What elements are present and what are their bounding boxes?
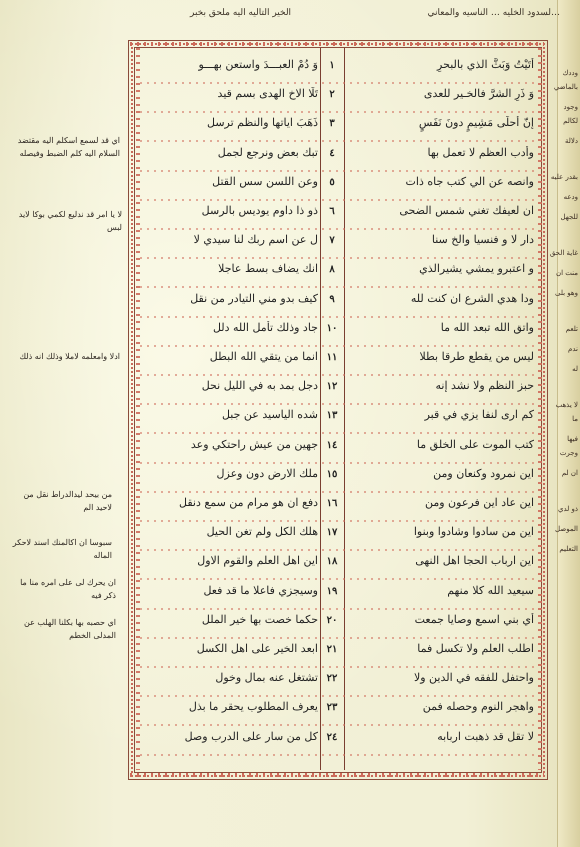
verse-hemistich-left: دجل بمد به في الليل نحل bbox=[201, 379, 318, 393]
verse-row bbox=[136, 144, 538, 169]
verse-row bbox=[136, 114, 538, 139]
verse-row bbox=[136, 56, 538, 81]
margin-note-6: ان يحرك لى على امره منا ما ذكر فيه bbox=[20, 578, 116, 600]
row-separator bbox=[140, 199, 536, 201]
row-separator bbox=[140, 374, 536, 376]
margin-note-3: ادلا وامعلمه لاملا وذلك انه ذلك bbox=[19, 352, 120, 361]
verse-number: ٢٠ bbox=[326, 614, 338, 626]
verse-hemistich-left: يعرف المطلوب يحقر ما بذل bbox=[188, 700, 318, 714]
verse-hemistich-left: ابعد الخير على اهل الكسل bbox=[196, 642, 318, 655]
verse-hemistich-right: واتق الله تبعد الله ما bbox=[440, 320, 534, 334]
verse-row bbox=[136, 436, 538, 461]
right-margin-note: الموصل bbox=[555, 525, 578, 533]
verse-hemistich-right: واحتفل للفقه في الدين ولا bbox=[413, 671, 534, 685]
right-margin-note: ان لم bbox=[561, 469, 578, 477]
verse-row bbox=[136, 231, 538, 256]
verse-hemistich-left: كل من سار على الدرب وصل bbox=[184, 729, 318, 743]
verse-hemistich-right: ليس من يقطع طرقا بطلا bbox=[419, 350, 534, 363]
right-margin-notes bbox=[548, 66, 578, 578]
right-margin-note: التعليم bbox=[559, 545, 578, 553]
verse-number: ١٩ bbox=[326, 585, 338, 597]
verse-row bbox=[136, 728, 538, 753]
verse-number: ٢ bbox=[329, 89, 335, 101]
verse-number: ١ bbox=[329, 60, 335, 71]
verse-number: ٣ bbox=[329, 118, 335, 130]
verse-number: ١٥ bbox=[326, 468, 338, 480]
row-separator bbox=[140, 520, 536, 522]
top-dotted-border bbox=[130, 42, 544, 46]
row-separator bbox=[140, 637, 536, 639]
right-margin-note: للجهل bbox=[560, 213, 578, 221]
verse-hemistich-left: دفع ان هو مرام من سمع دنقل bbox=[179, 496, 318, 509]
right-margin-note: وجود لكالم bbox=[563, 103, 578, 125]
verse-hemistich-right: وانصه عن الي كتب جاه ذات bbox=[405, 174, 534, 188]
verse-hemistich-right: اين ارباب الحجا اهل النهى bbox=[415, 554, 534, 568]
right-margin-note: منت ان bbox=[555, 269, 578, 277]
row-separator bbox=[140, 462, 536, 464]
verse-number: ٤ bbox=[329, 147, 335, 159]
verse-hemistich-right: و اعتبرو يمشي يشيرالذي bbox=[419, 262, 534, 276]
right-margin-note: تلعم bbox=[565, 325, 578, 333]
verse-row bbox=[136, 465, 538, 490]
margin-note-2: لا يا امر قد ندليع لكمي بوكا لايد لبس bbox=[18, 210, 122, 232]
verse-row bbox=[136, 582, 538, 607]
verse-number: ٧ bbox=[329, 235, 335, 247]
verse-row bbox=[136, 260, 538, 285]
verse-hemistich-right: واهجر النوم وحصله فمن bbox=[422, 700, 534, 714]
verse-hemistich-right: سيعيد الله كلا منهم bbox=[447, 583, 534, 597]
right-margin-note: فيها وجرت bbox=[559, 435, 578, 457]
verse-hemistich-left: كيف بدو مني التيادر من نقل bbox=[190, 291, 318, 305]
header-right: …لسدود الخليه … الناسيه والمعاني bbox=[427, 8, 560, 18]
dotted-rule-right bbox=[538, 48, 542, 770]
verse-number: ١١ bbox=[326, 352, 338, 363]
bottom-dotted-border bbox=[130, 773, 544, 777]
verse-hemistich-right: اطلب العلم ولا تكسل فما bbox=[417, 642, 534, 655]
verse-hemistich-left: تشتغل عنه بمال وخول bbox=[215, 671, 318, 685]
row-separator bbox=[140, 608, 536, 610]
verse-hemistich-left: تبك بعض ونرجع لجمل bbox=[217, 145, 318, 159]
verse-hemistich-left: تَلَا الاخ الهدى بسم قيد bbox=[217, 87, 318, 101]
verse-hemistich-right: إنّ أحلَى مَشِيمٍ دونَ نَفَسٍ bbox=[418, 116, 534, 130]
verse-hemistich-left: انك يضاف بسط عاجلا bbox=[218, 262, 318, 276]
verse-hemistich-left: ل عن اسم ربك لنا سيدي لا bbox=[193, 233, 318, 247]
verse-number: ١٤ bbox=[326, 439, 338, 451]
verse-hemistich-left: وعن اللسن سس القتل bbox=[212, 174, 318, 188]
verse-number: ٢٤ bbox=[326, 731, 338, 743]
row-separator bbox=[140, 549, 536, 551]
verse-number: ١٢ bbox=[326, 381, 338, 393]
row-separator bbox=[140, 286, 536, 288]
verse-row bbox=[136, 173, 538, 198]
verse-row bbox=[136, 494, 538, 519]
verse-hemistich-right: أتَيْتُ وَبَثَّ الذي بالبحرِ bbox=[437, 58, 534, 71]
verse-hemistich-left: جهين من عيش راحتكي وعد bbox=[190, 437, 318, 451]
verse-hemistich-right: وأدب العظم لا تعمل بها bbox=[427, 145, 534, 159]
row-separator bbox=[140, 140, 536, 142]
right-margin-note: وهو بلى bbox=[554, 289, 578, 297]
verse-row bbox=[136, 552, 538, 577]
verse-number: ٥ bbox=[329, 176, 335, 188]
verse-row bbox=[136, 377, 538, 402]
verse-hemistich-left: انما من يتقي الله البطل bbox=[209, 350, 318, 363]
verse-row bbox=[136, 348, 538, 373]
verse-number: ١٠ bbox=[326, 322, 338, 334]
verse-row bbox=[136, 290, 538, 315]
row-separator bbox=[140, 754, 536, 756]
verse-row bbox=[136, 523, 538, 548]
verse-number: ١٨ bbox=[326, 556, 338, 568]
margin-note-7: اي حصبه بها بكلنا الهلب عن المدلى الخطم bbox=[24, 618, 116, 640]
verse-hemistich-left: جاد وذلك تأمل الله دلل bbox=[212, 320, 318, 334]
row-separator bbox=[140, 432, 536, 434]
right-margin-note: وددك بالماضي bbox=[553, 69, 578, 91]
verse-hemistich-left: اين اهل العلم والقوم الاول bbox=[197, 554, 318, 568]
verse-hemistich-right: كتب الموت على الخلق ما bbox=[416, 437, 534, 451]
verse-number: ٩ bbox=[329, 293, 335, 305]
verse-number: ٨ bbox=[329, 264, 335, 276]
verse-hemistich-left: ذو ذا داوم يوديس بالرسل bbox=[201, 204, 318, 217]
row-separator bbox=[140, 578, 536, 580]
verse-hemistich-right: أي بني اسمع وصايا جمعت bbox=[414, 612, 534, 626]
verse-number: ٢١ bbox=[326, 644, 338, 655]
verse-hemistich-right: وَ ذَرِ الشرَّ فالخـير للعدى bbox=[423, 87, 534, 101]
verse-hemistich-left: ذَهَبَ اياتها والنظم ترسل bbox=[206, 116, 318, 130]
right-margin-note: ذو لدي bbox=[557, 505, 578, 513]
row-separator bbox=[140, 82, 536, 84]
verse-hemistich-left: هلك الكل ولم تغن الحيل bbox=[206, 525, 318, 539]
verse-row bbox=[136, 640, 538, 665]
verse-number: ١٣ bbox=[326, 410, 338, 422]
right-margin-note: دلالة bbox=[565, 137, 578, 145]
right-margin-note: لا يذهب ما bbox=[555, 401, 578, 423]
verse-hemistich-right: ودا هدي الشرع ان كنت لله bbox=[410, 291, 534, 305]
verse-row bbox=[136, 669, 538, 694]
verse-number: ٢٢ bbox=[326, 673, 338, 685]
right-margin-note: ندم bbox=[568, 345, 578, 353]
row-separator bbox=[140, 491, 536, 493]
row-separator bbox=[140, 316, 536, 318]
row-separator bbox=[140, 403, 536, 405]
margin-note-5: سبوسا ان اكالمنك اسند لاحكر الماله bbox=[12, 538, 112, 560]
verse-hemistich-right: حبز النظم ولا نشد إنه bbox=[435, 379, 534, 393]
row-separator bbox=[140, 111, 536, 113]
verse-row bbox=[136, 698, 538, 723]
verse-number: ١٧ bbox=[326, 527, 338, 539]
row-separator bbox=[140, 228, 536, 230]
verse-row bbox=[136, 406, 538, 431]
verse-row bbox=[136, 202, 538, 227]
row-separator bbox=[140, 257, 536, 259]
verse-hemistich-right: دار لا و فنسيا والخ سنا bbox=[431, 233, 534, 247]
row-separator bbox=[140, 724, 536, 726]
verse-hemistich-right: لا تقل قد ذهبت اربابه bbox=[437, 729, 534, 743]
margin-note-4: من بيحد ليدالدراط نقل من لاحيد الم bbox=[23, 490, 112, 512]
row-separator bbox=[140, 666, 536, 668]
verse-hemistich-right: اين عاد اين فرعون ومن bbox=[424, 496, 534, 509]
verse-row bbox=[136, 85, 538, 110]
row-separator bbox=[140, 170, 536, 172]
right-margin-note: بقدر عليه bbox=[550, 173, 578, 181]
verse-hemistich-left: شده الياسيد عن جبل bbox=[221, 408, 318, 422]
header bbox=[190, 8, 560, 30]
verse-hemistich-right: اين نمرود وكنعان ومن bbox=[433, 466, 534, 480]
verse-hemistich-left: حكما خصت بها خير الملل bbox=[201, 612, 318, 626]
verse-row bbox=[136, 319, 538, 344]
right-margin-note: له bbox=[572, 365, 578, 373]
right-margin-note: ودعه bbox=[563, 193, 578, 201]
verse-number: ٦ bbox=[329, 206, 335, 217]
verse-hemistich-right: كم ارى لنفا يزي في قبر bbox=[424, 408, 534, 422]
verse-hemistich-right: اين من سادوا وشادوا وبنوا bbox=[413, 525, 534, 539]
row-separator bbox=[140, 695, 536, 697]
verse-hemistich-left: وَ دُمْ العبـــدَ واستعن بهـــو bbox=[198, 58, 318, 71]
verse-row bbox=[136, 611, 538, 636]
verse-hemistich-right: ان لعيفك تغني شمس الضحى bbox=[399, 204, 534, 217]
verse-number: ١٦ bbox=[326, 498, 338, 509]
verse-hemistich-left: وسيجزي فاعلا ما قد فعل bbox=[203, 583, 318, 597]
right-margin-note: غاية الحق bbox=[549, 249, 578, 257]
verse-number: ٢٣ bbox=[326, 702, 338, 714]
row-separator bbox=[140, 345, 536, 347]
verse-hemistich-left: ملك الارض دون وعزل bbox=[216, 466, 318, 480]
margin-note-1: اي قد لسمع اسكلم اليه مقتضد السلام اليه كلم الضبط وفيصله bbox=[17, 136, 120, 158]
header-left: الخير التاليه اليه ملحق بخبر bbox=[190, 8, 292, 18]
